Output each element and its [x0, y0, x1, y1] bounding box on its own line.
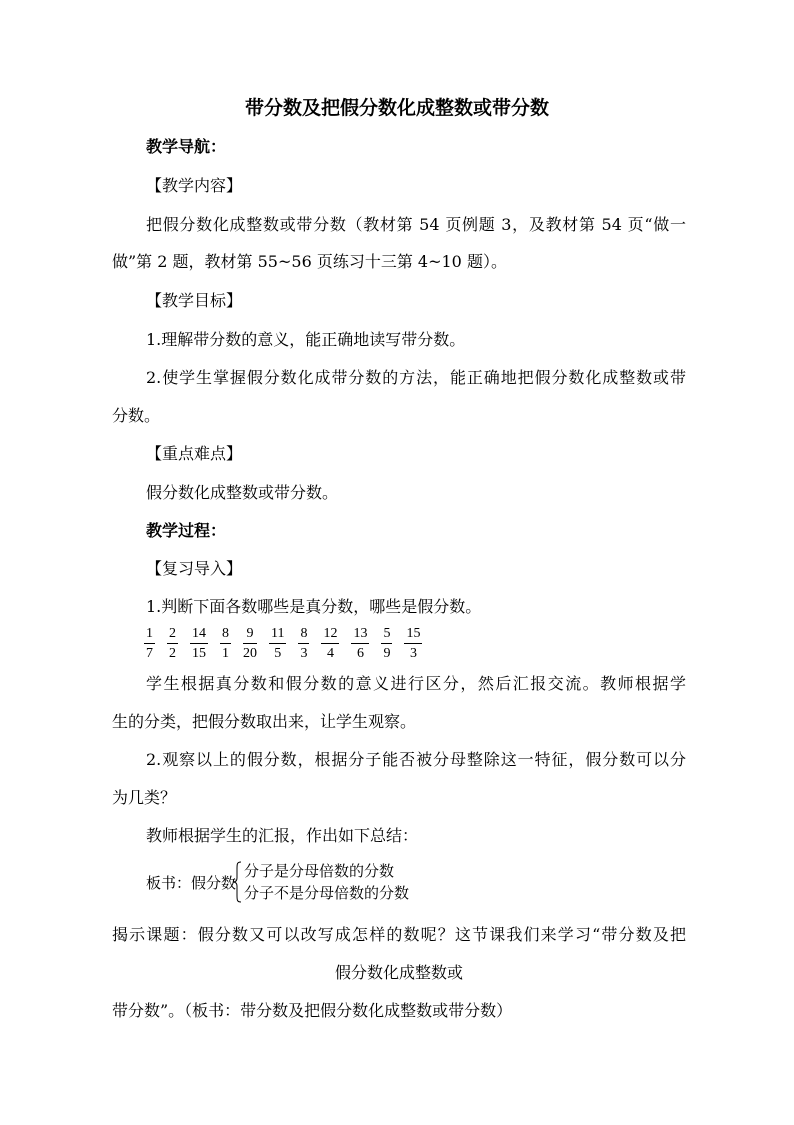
goal-2-line-1: 2.使学生掌握假分数化成带分数的方法，能正确地把假分数化成整数或带 [146, 368, 686, 387]
curly-brace-icon [232, 861, 242, 903]
fraction [269, 626, 286, 666]
review-question-2-line-2: 为几类？ [112, 788, 177, 807]
fraction [298, 626, 309, 666]
review-question-2-line-1: 2.观察以上的假分数，根据分子能否被分母整除这一特征，假分数可以分 [146, 750, 686, 769]
fraction-numerator: 14 [192, 626, 206, 641]
fraction [190, 626, 208, 666]
review-paragraph-line-1: 学生根据真分数和假分数的意义进行区分，然后汇报交流。教师根据学 [146, 674, 686, 693]
fraction-numerator: 8 [222, 626, 229, 641]
fraction-denominator: 1 [222, 646, 229, 661]
process-heading: 教学过程： [146, 521, 227, 540]
key-heading: 【重点难点】 [146, 444, 243, 463]
goal-1: 1.理解带分数的意义，能正确地读写带分数。 [146, 330, 466, 349]
fraction-numerator: 8 [300, 626, 308, 641]
teacher-summary: 教师根据学生的汇报，作出如下总结： [146, 826, 419, 845]
fraction-numerator: 12 [323, 626, 338, 641]
fraction-numerator: 9 [246, 626, 254, 641]
fraction [321, 626, 339, 666]
fraction [404, 626, 422, 666]
fraction-denominator: 9 [383, 646, 391, 661]
fraction [381, 626, 392, 666]
goal-2-line-2: 分数。 [112, 406, 161, 425]
fraction [167, 626, 178, 666]
fraction-denominator: 15 [192, 646, 206, 661]
content-line-1: 把假分数化成整数或带分数（教材第 54 页例题 3，及教材第 54 页“做一 [146, 215, 686, 234]
board-item-non-multiple: 分子不是分母倍数的分数 [244, 884, 410, 902]
fraction-numerator: 11 [271, 626, 285, 641]
fraction [243, 626, 257, 666]
fraction [144, 626, 155, 666]
board-item-multiple: 分子是分母倍数的分数 [244, 862, 395, 880]
nav-heading: 教学导航： [146, 137, 227, 156]
review-paragraph-line-2: 生的分类，把假分数取出来，让学生观察。 [112, 712, 417, 731]
goals-heading: 【教学目标】 [146, 291, 243, 310]
review-heading: 【复习导入】 [146, 559, 243, 578]
fraction-denominator: 7 [146, 646, 153, 661]
reveal-line-2: 假分数化成整数或 [334, 963, 463, 982]
fraction-denominator: 20 [243, 646, 257, 661]
fraction-numerator: 2 [169, 626, 176, 641]
key-text: 假分数化成整数或带分数。 [146, 483, 339, 502]
fraction-denominator: 5 [274, 646, 282, 661]
fraction-denominator: 3 [300, 646, 308, 661]
fraction-denominator: 6 [356, 646, 364, 661]
fraction [351, 626, 369, 666]
fractions-row [144, 626, 434, 666]
fraction-denominator: 2 [169, 646, 176, 661]
fraction-denominator: 3 [409, 646, 417, 661]
fraction [220, 626, 231, 666]
board-label: 板书：假分数 [146, 874, 237, 892]
document-title: 带分数及把假分数化成整数或带分数 [244, 97, 549, 119]
content-line-2: 做”第 2 题，教材第 55~56 页练习十三第 4~10 题）。 [112, 252, 507, 271]
reveal-line-1: 揭示课题：假分数又可以改写成怎样的数呢？这节课我们来学习“带分数及把 [112, 925, 686, 944]
content-heading: 【教学内容】 [146, 176, 243, 195]
fraction-numerator: 1 [146, 626, 153, 641]
fraction-numerator: 13 [353, 626, 368, 641]
fraction-numerator: 15 [406, 626, 421, 641]
fraction-numerator: 5 [383, 626, 391, 641]
review-question-1: 1.判断下面各数哪些是真分数，哪些是假分数。 [146, 597, 482, 616]
reveal-line-3: 带分数”。（板书：带分数及把假分数化成整数或带分数） [112, 1001, 513, 1020]
fraction-denominator: 4 [326, 646, 334, 661]
